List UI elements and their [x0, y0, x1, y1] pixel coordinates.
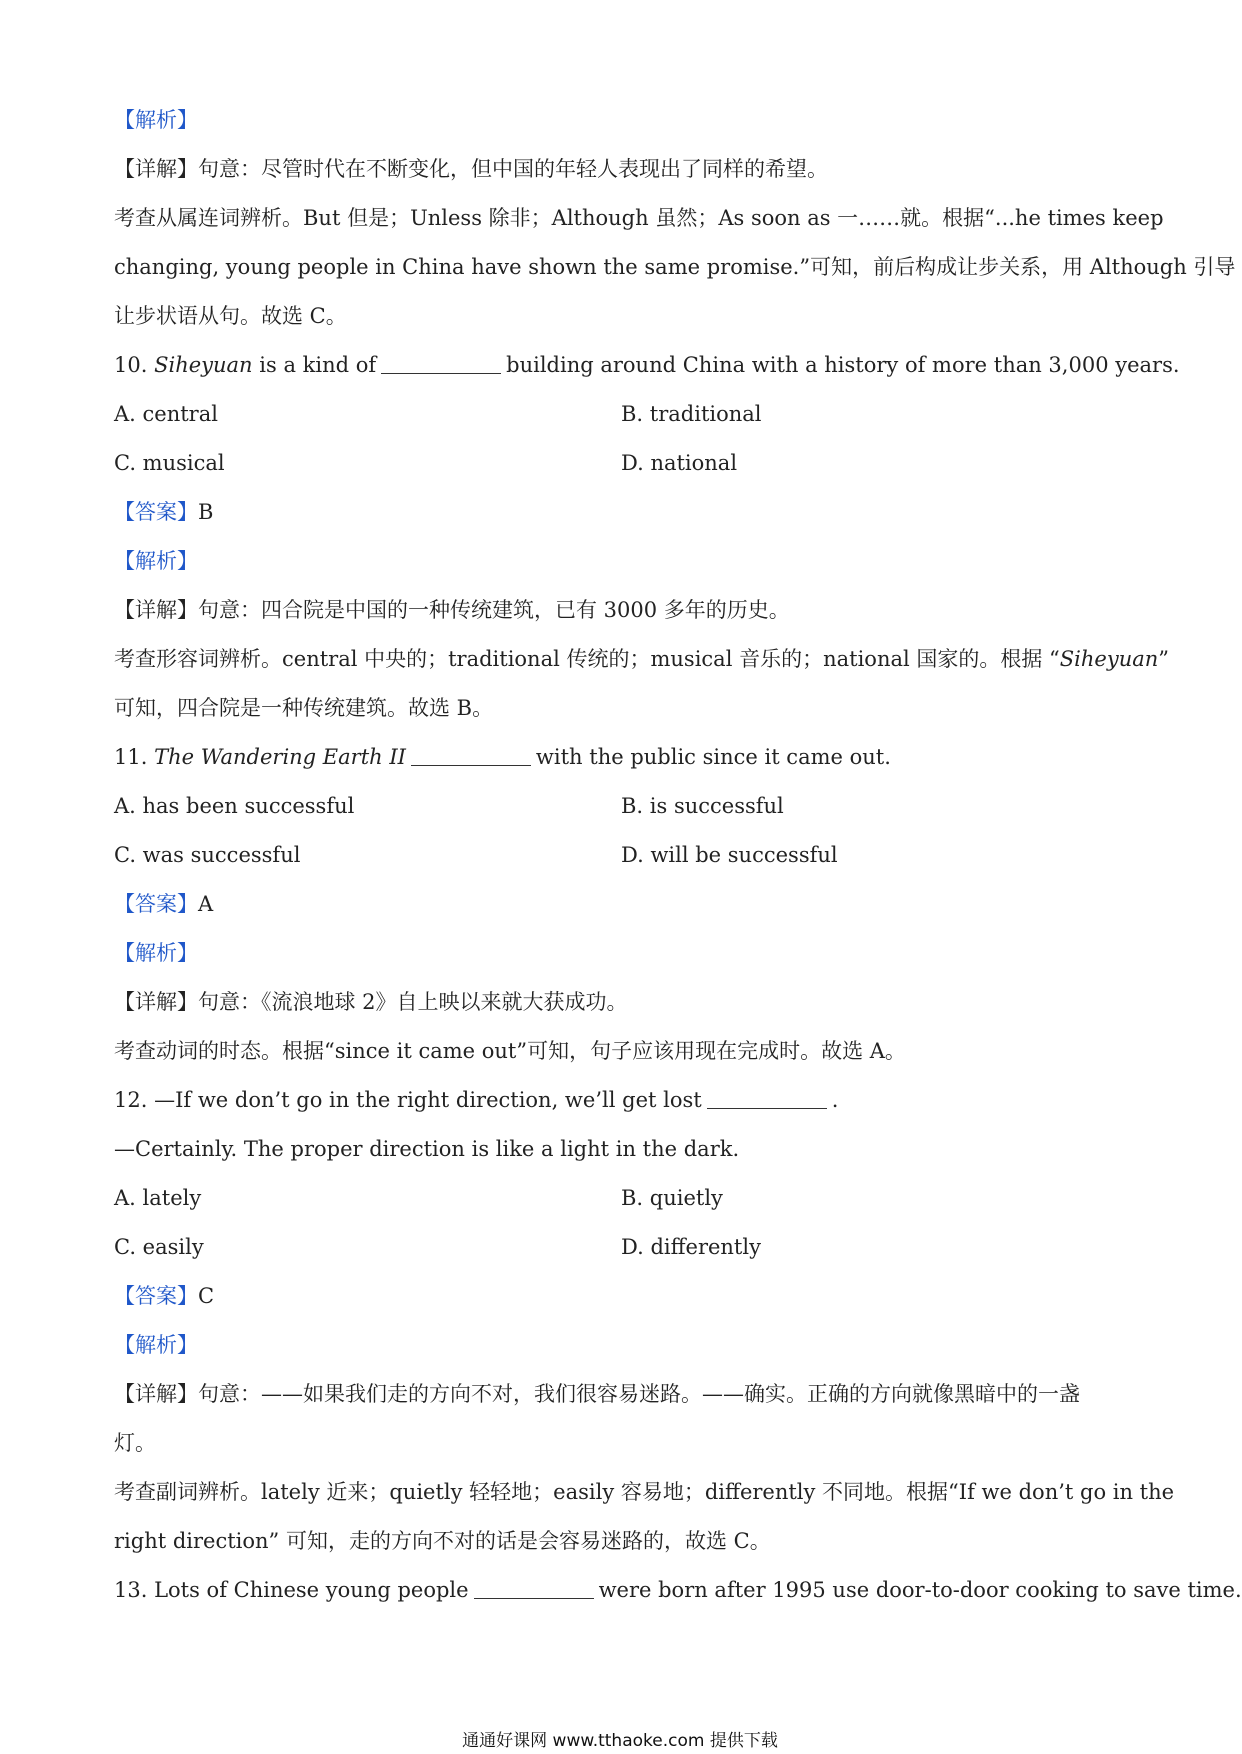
italic-term: Siheyuan	[1059, 647, 1159, 671]
explanation-line: 考查副词辨析。lately 近来；quietly 轻轻地；easily 容易地；differently 不同地。根据“If we don’t go in the	[114, 1480, 1175, 1504]
options-row	[114, 782, 1134, 831]
option-d: D. national	[621, 451, 738, 475]
options-row	[114, 1223, 1134, 1272]
explanation-line: 考查从属连词辨析。But 但是；Unless 除非；Although 虽然；As soon as 一……就。根据“...he times keep	[114, 206, 1164, 230]
answer-line	[114, 1272, 1134, 1321]
analysis-tag: 【解析】	[114, 1333, 198, 1357]
answer-blank	[381, 372, 501, 374]
detail-tag: 【详解】	[114, 157, 198, 181]
detail-text: 句意：四合院是中国的一种传统建筑，已有 3000 多年的历史。	[198, 598, 790, 622]
option-c: C. musical	[114, 451, 225, 475]
answer-line	[114, 488, 1134, 537]
option-b: B. traditional	[621, 402, 762, 426]
answer-blank	[707, 1107, 827, 1109]
document-body	[114, 96, 1242, 1615]
analysis-heading	[114, 1321, 1134, 1370]
option-d: D. will be successful	[621, 843, 838, 867]
explanation-line: changing, young people in China have shown the same promise.”可知，前后构成让步关系，用 Although 引导	[114, 255, 1236, 279]
options-row	[114, 390, 1134, 439]
explanation-line: 考查形容词辨析。central 中央的；traditional 传统的；musical 音乐的；national 国家的。根据 “Siheyuan”	[114, 647, 1170, 671]
italic-term: Siheyuan	[154, 353, 253, 377]
answer-line	[114, 880, 1134, 929]
answer-value: A	[198, 892, 214, 916]
analysis-tag: 【解析】	[114, 941, 198, 965]
analysis-heading	[114, 537, 1134, 586]
analysis-tag: 【解析】	[114, 108, 198, 132]
question-10-stem: 10. Siheyuan is a kind of building around China with a history of more than 3,000 years.	[114, 353, 1180, 377]
question-11-stem: 11. The Wandering Earth II with the public since it came out.	[114, 745, 891, 769]
option-b: B. quietly	[621, 1186, 723, 1210]
analysis-heading	[114, 929, 1134, 978]
options-row	[114, 831, 1134, 880]
detail-tag: 【详解】	[114, 990, 198, 1014]
analysis-tag: 【解析】	[114, 549, 198, 573]
answer-tag: 【答案】	[114, 1284, 198, 1308]
detail-text: 句意：尽管时代在不断变化，但中国的年轻人表现出了同样的希望。	[198, 157, 828, 181]
page-footer: 通通好课网 www.tthaoke.com 提供下载	[462, 1731, 778, 1751]
explanation-line: 考查动词的时态。根据“since it came out”可知，句子应该用现在完成时。故选 A。	[114, 1039, 906, 1063]
detail-text: 句意：——如果我们走的方向不对，我们很容易迷路。——确实。正确的方向就像黑暗中的一盏	[198, 1382, 1080, 1406]
italic-term: The Wandering Earth II	[154, 745, 406, 769]
option-b: B. is successful	[621, 794, 784, 818]
option-c: C. easily	[114, 1235, 204, 1259]
detail-tag: 【详解】	[114, 598, 198, 622]
option-a: A. central	[114, 402, 218, 426]
detail-line	[114, 978, 1134, 1027]
answer-value: C	[198, 1284, 215, 1308]
option-a: A. lately	[114, 1186, 202, 1210]
answer-blank	[474, 1597, 594, 1599]
option-a: A. has been successful	[114, 794, 355, 818]
detail-line	[114, 1370, 1134, 1419]
options-row	[114, 439, 1134, 488]
detail-line	[114, 145, 1134, 194]
detail-text: 句意：《流浪地球 2》自上映以来就大获成功。	[198, 990, 628, 1014]
option-d: D. differently	[621, 1235, 761, 1259]
answer-value: B	[198, 500, 214, 524]
detail-tag: 【详解】	[114, 1382, 198, 1406]
explanation-line: 让步状语从句。故选 C。	[114, 304, 347, 328]
analysis-heading	[114, 96, 1134, 145]
question-13-stem: 13. Lots of Chinese young people were born after 1995 use door-to-door cooking to save time.	[114, 1578, 1242, 1602]
answer-tag: 【答案】	[114, 892, 198, 916]
answer-blank	[411, 764, 531, 766]
explanation-line: right direction” 可知，走的方向不对的话是会容易迷路的，故选 C。	[114, 1529, 771, 1553]
detail-line-continued: 灯。	[114, 1431, 156, 1455]
question-12-stem: 12. —If we don’t go in the right direction, we’ll get lost .	[114, 1088, 839, 1112]
answer-tag: 【答案】	[114, 500, 198, 524]
detail-line	[114, 586, 1134, 635]
explanation-line: 可知，四合院是一种传统建筑。故选 B。	[114, 696, 494, 720]
option-c: C. was successful	[114, 843, 301, 867]
question-12-reply: —Certainly. The proper direction is like a light in the dark.	[114, 1137, 740, 1161]
options-row	[114, 1174, 1134, 1223]
